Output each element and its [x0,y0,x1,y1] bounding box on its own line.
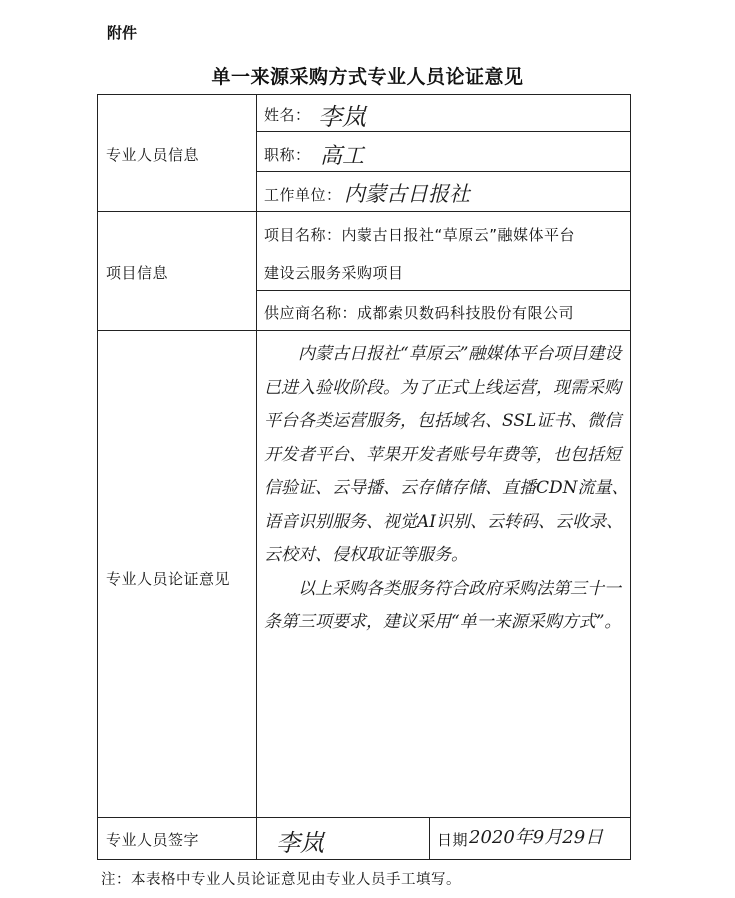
table-border-top [97,94,631,95]
attachment-label: 附件 [107,24,138,42]
project-name-line2: 建设云服务采购项目 [264,264,404,282]
row-divider [256,131,631,132]
project-name-line1: 项目名称：内蒙古日报社“草原云”融媒体平台 [264,226,576,244]
table-border-left [97,94,98,860]
project-info-label: 项目信息 [106,264,169,282]
table-border-bottom [97,859,631,860]
page-title: 单一来源采购方式专业人员论证意见 [211,66,524,88]
date-handwritten: 2020年9月29日 [469,827,604,848]
section-divider [97,330,631,331]
name-label: 姓名： [264,106,311,124]
column-divider [429,817,430,860]
footer-note: 注：本表格中专业人员论证意见由专业人员手工填写。 [101,872,461,888]
signature-label: 专业人员签字 [106,831,200,849]
row-divider [256,171,631,172]
opinion-paragraph-1: 内蒙古日报社“草原云”融媒体平台项目建设已进入验收阶段。为了正式上线运营，现需采购平台各类运营服务，包括域名、SSL证书、微信开发者平台、苹果开发者账号年费等，也包括短信验证、云导播、云存储存储、直播CDN流量、语音识别服务、视觉AI识别、云转码、云收录、云校对、侵权取证等服务。 [264,344,629,565]
handwritten-opinion [264,338,630,640]
opinion-label: 专业人员论证意见 [106,570,231,588]
table-border-right [630,94,631,860]
signature-handwritten: 李岚 [276,829,324,857]
row-divider [256,290,631,291]
employer-label: 工作单位： [264,186,342,204]
opinion-paragraph-2: 以上采购各类服务符合政府采购法第三十一条第三项要求，建议采用“单一来源采购方式”。 [264,578,622,632]
section-divider [97,211,631,212]
section-divider [97,817,631,818]
expert-info-label: 专业人员信息 [106,146,200,164]
date-label: 日期 [437,831,469,849]
name-handwritten: 李岚 [318,103,366,131]
supplier-name: 供应商名称：成都索贝数码科技股份有限公司 [264,304,575,322]
employer-handwritten: 内蒙古日报社 [344,182,470,206]
title-handwritten: 高工 [320,144,365,169]
title-label: 职称： [264,146,311,164]
column-divider [256,94,257,860]
